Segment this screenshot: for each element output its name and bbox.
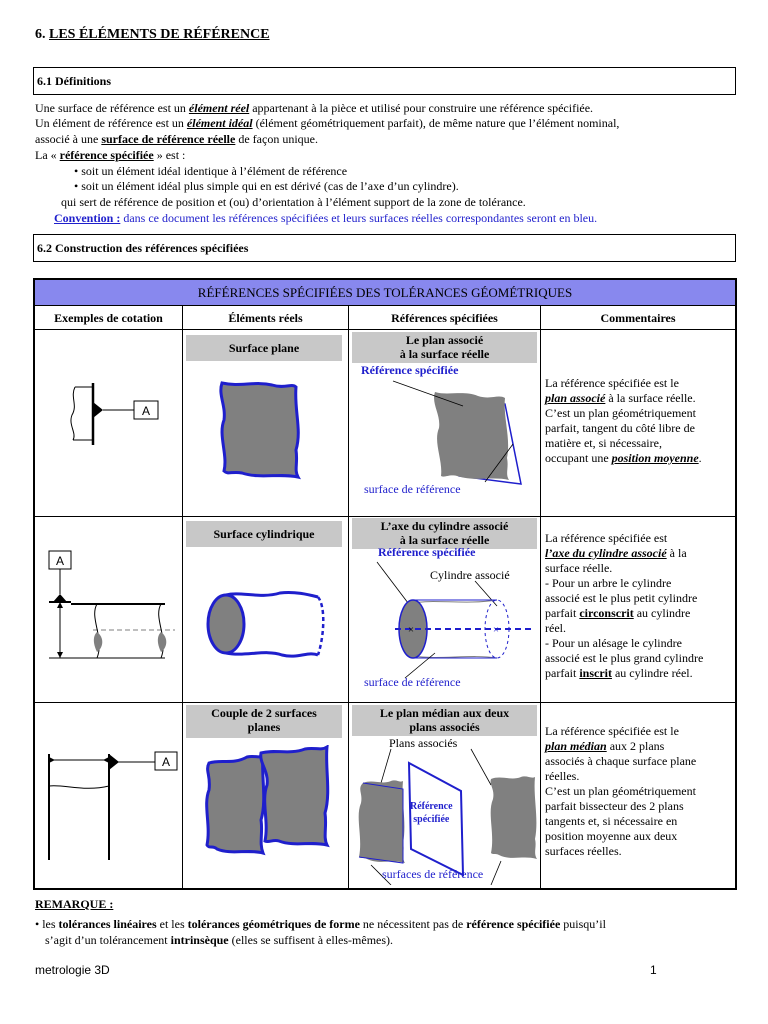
col-header-examples: Exemples de cotation (54, 311, 163, 325)
svg-text:A: A (141, 404, 151, 418)
ref-cyl-label: L’axe du cylindre associé à la surface réelle (352, 518, 537, 549)
col-header-real: Éléments réels (228, 311, 303, 325)
section-6-1-header (33, 67, 736, 95)
definition-line-5: qui sert de référence de position et (ou) d’orientation à l’élément support de la zone de tolérance. (61, 195, 526, 209)
page-heading (35, 27, 270, 43)
real-two-planes-shape (203, 745, 343, 875)
definition-bullet-1: • soit un élément idéal identique à l’élément de référence (74, 164, 348, 178)
cyl-datum-drawing (45, 548, 180, 663)
comment-row-1: La référence spécifiée est le plan associé à la surface réelle. C’est un plan géométriquement parfait, tangent du côté libre de matière et, si nécessaire, occupant une position moyenne. (545, 376, 702, 465)
ref-median-plans-label: Plans associés (389, 736, 458, 750)
real-surface-plane-label: Surface plane (186, 335, 342, 361)
ref-cyl-cylinder-label: Cylindre associé (430, 568, 510, 582)
svg-text:A: A (161, 755, 171, 769)
section-6-1-title: 6.1 Définitions (37, 74, 112, 88)
ref-plane-ref-label: Référence spécifiée (361, 363, 459, 377)
ref-cyl-drawing (355, 558, 540, 678)
real-plane-shape (210, 375, 310, 485)
ref-plane-label: Le plan associé à la surface réelle (352, 332, 537, 363)
heading-title: LES ÉLÉMENTS DE RÉFÉRENCE (49, 27, 270, 42)
remark-line-2: s’agit d’un tolérancement intrinsèque (elles se suffisent à elles-mêmes). (45, 933, 394, 947)
real-cyl-shape (200, 585, 335, 660)
heading-number: 6. (35, 27, 46, 42)
convention-note: Convention : dans ce document les références spécifiées et leurs surfaces réelles correspondantes seront en bleu. (54, 211, 598, 225)
ref-cyl-surface-label: surface de référence (364, 675, 461, 689)
definition-line-2: Un élément de référence est un élément idéal (élément géométriquement parfait), de même nature que l’élément nominal, (35, 116, 620, 130)
ref-median-label: Le plan médian aux deux plans associés (352, 705, 537, 736)
footer-left: metrologie 3D (35, 963, 110, 977)
ref-median-surface-label: surfaces de référence (382, 867, 484, 881)
ref-cyl-ref-label: Référence spécifiée (378, 545, 476, 559)
remark-title: REMARQUE : (35, 897, 114, 911)
ref-plane-surface-label: surface de référence (364, 482, 461, 496)
comment-row-3: La référence spécifiée est le plan médian aux 2 plans associés à chaque surface plane réelles. C’est un plan géométriquement parfait bissecteur des 2 plans tangents et, si nécessaire en position moyenne aux deux surfaces réelles. (545, 724, 697, 858)
col-header-ref: Références spécifiées (391, 311, 498, 325)
definition-bullet-2: • soit un élément idéal plus simple qui en est dérivé (cas de l’axe d’un cylindre). (74, 179, 459, 193)
section-6-2-header (33, 234, 736, 262)
definition-line-4: La « référence spécifiée » est : (35, 148, 186, 162)
reference-table (33, 278, 737, 890)
svg-text:×: × (407, 624, 415, 636)
definition-line-1: Une surface de référence est un élément réel appartenant à la pièce et utilisé pour construire une référence spécifiée. (35, 101, 594, 115)
svg-text:A: A (55, 554, 65, 568)
real-surface-cyl-label: Surface cylindrique (186, 521, 342, 547)
svg-text:×: × (492, 624, 500, 636)
col-header-comments: Commentaires (600, 311, 676, 325)
ref-median-ref-label: Référence spécifiée (410, 801, 453, 825)
two-planes-datum-drawing (39, 740, 184, 860)
plane-datum-drawing (63, 375, 163, 450)
page-number: 1 (650, 963, 657, 977)
comment-row-2: La référence spécifiée est l’axe du cylindre associé à la surface réelle. - Pour un arbre le cylindre associé est le plus petit cylindre parfait circonscrit au cylindre réel. - Pour un alésage le cylindre associé est le plus grand cylindre parfait inscrit au cylindre réel. (545, 531, 704, 680)
section-6-2-title: 6.2 Construction des références spécifiées (37, 241, 249, 255)
remark-line-1: • les tolérances linéaires et les tolérances géométriques de forme ne nécessitent pas de référence spécifiée puisqu’il (35, 917, 606, 931)
table-title: RÉFÉRENCES SPÉCIFIÉES DES TOLÉRANCES GÉOMÉTRIQUES (35, 280, 735, 306)
real-two-planes-label: Couple de 2 surfaces planes (186, 705, 342, 738)
definition-line-3: associé à une surface de référence réelle de façon unique. (35, 132, 318, 146)
